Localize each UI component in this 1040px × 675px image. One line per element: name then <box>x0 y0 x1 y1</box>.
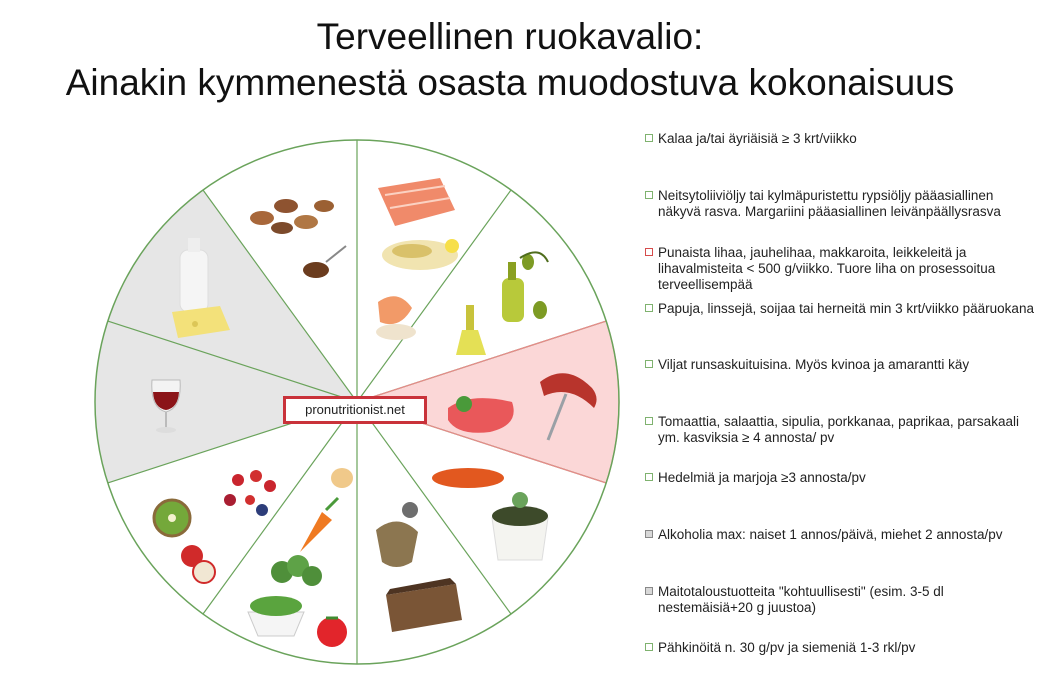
kiwi-icon <box>154 500 190 536</box>
red-checkbox-icon <box>645 248 653 256</box>
green-checkbox-icon <box>645 417 653 425</box>
gray-checkbox-icon <box>645 530 653 538</box>
green-checkbox-icon <box>645 360 653 368</box>
legend-item <box>645 414 1035 446</box>
green-checkbox-icon <box>645 304 653 312</box>
salad-bowl-icon <box>248 596 304 636</box>
legend-item-text: Maitotaloustuotteita "kohtuullisesti" (esim. 3-5 dl nestemäisiä+20 g juustoa) <box>658 584 944 615</box>
title-line-2: Ainakin kymmenestä osasta muodostuva kokonaisuus <box>65 62 955 103</box>
green-checkbox-icon <box>645 191 653 199</box>
legend-item <box>645 357 1035 373</box>
legend-item-text: Neitsytoliiviöljy tai kylmäpuristettu rypsiöljy pääasiallinen näkyvä rasva. Margariini pääasiallinen leivänpäällysrasva <box>658 188 1001 219</box>
legend-item-text: Pähkinöitä n. 30 g/pv ja siemeniä 1-3 rkl/pv <box>658 640 916 655</box>
legend-item <box>645 640 1035 656</box>
legend-item <box>645 584 1035 616</box>
green-checkbox-icon <box>645 643 653 651</box>
site-label: pronutritionist.net <box>283 396 427 424</box>
legend-item-text: Hedelmiä ja marjoja ≥3 annosta/pv <box>658 470 866 485</box>
legend-item-text: Tomaattia, salaattia, sipulia, porkkanaa, paprikaa, parsakaali ym. kasviksia ≥ 4 annosta/ pv <box>658 414 1019 445</box>
legend-item-text: Papuja, linssejä, soijaa tai herneitä min 3 krt/viikko pääruokana <box>658 301 1034 316</box>
legend-item-text: Viljat runsaskuituisina. Myös kvinoa ja amarantti käy <box>658 357 970 372</box>
green-checkbox-icon <box>645 473 653 481</box>
tomato-icon <box>317 617 347 647</box>
legend-item <box>645 245 1035 293</box>
green-checkbox-icon <box>645 134 653 142</box>
gray-checkbox-icon <box>645 587 653 595</box>
legend-item <box>645 301 1035 317</box>
lentils-icon <box>432 468 504 488</box>
legend-item <box>645 188 1035 220</box>
legend-item <box>645 527 1035 543</box>
legend-item <box>645 470 1035 486</box>
title-line-1: Terveellinen ruokavalio: <box>316 16 704 57</box>
legend-item <box>645 131 1035 147</box>
legend-item-text: Kalaa ja/tai äyriäisiä ≥ 3 krt/viikko <box>658 131 857 146</box>
onion-icon <box>331 468 353 488</box>
legend-item-text: Alkoholia max: naiset 1 annos/päivä, miehet 2 annosta/pv <box>658 527 1003 542</box>
legend-item-text: Punaista lihaa, jauhelihaa, makkaroita, leikkeleitä ja lihavalmisteita < 500 g/viikko. Tuore liha on prosessoitua terveellisempää <box>658 245 996 292</box>
